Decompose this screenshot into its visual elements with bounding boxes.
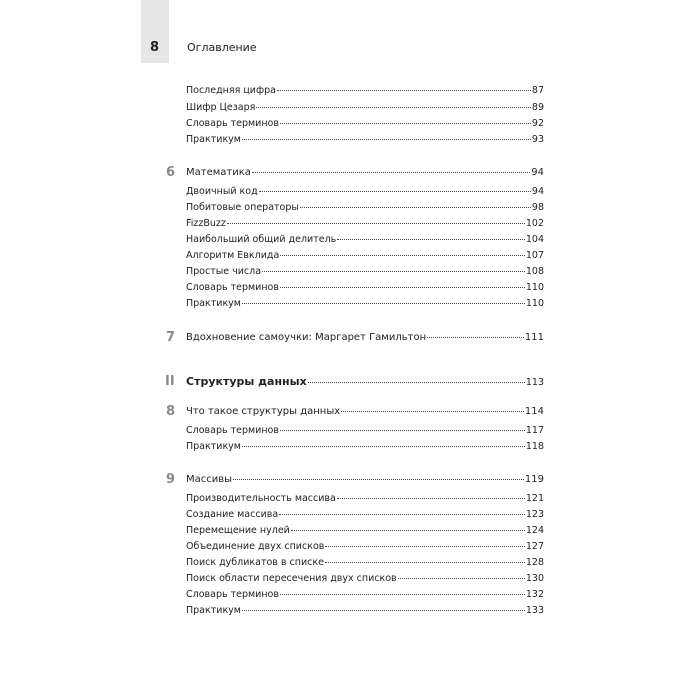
dot-leader bbox=[227, 223, 525, 224]
toc-entry-page: 108 bbox=[525, 266, 544, 277]
toc-entry-title: Побитовые операторы bbox=[186, 202, 299, 213]
toc-entry-page: 89 bbox=[531, 102, 544, 113]
dot-leader bbox=[242, 446, 525, 447]
dot-leader bbox=[300, 207, 531, 208]
dot-leader bbox=[242, 139, 531, 140]
toc-entry-title: Объединение двух списков bbox=[186, 541, 325, 552]
toc-entry-page: 121 bbox=[525, 493, 544, 504]
toc-entry bbox=[186, 492, 544, 506]
toc-part-page: 113 bbox=[525, 377, 544, 388]
toc-part-title: Структуры данных bbox=[186, 375, 307, 388]
dot-leader bbox=[325, 546, 525, 547]
toc-entry bbox=[186, 440, 544, 454]
toc-entry-title: Алгоритм Евклида bbox=[186, 250, 280, 261]
toc-entry-page: 127 bbox=[525, 541, 544, 552]
chapter-number: 6 bbox=[166, 165, 176, 180]
toc-entry-title: Двоичный код bbox=[186, 186, 258, 197]
dot-leader bbox=[242, 303, 525, 304]
toc-entry-page: 94 bbox=[531, 186, 544, 197]
dot-leader bbox=[291, 530, 525, 531]
toc-chapter-page: 119 bbox=[524, 474, 544, 485]
toc-entry-page: 102 bbox=[525, 218, 544, 229]
toc-entry bbox=[186, 281, 544, 295]
dot-leader bbox=[398, 578, 525, 579]
toc-entry-page: 117 bbox=[525, 425, 544, 436]
toc-entry bbox=[186, 84, 544, 98]
chapter-number: 9 bbox=[166, 472, 176, 487]
toc-entry-page: 132 bbox=[525, 589, 544, 600]
toc-entry-page: 110 bbox=[525, 298, 544, 309]
dot-leader bbox=[256, 107, 531, 108]
toc-entry-title: Словарь терминов bbox=[186, 425, 279, 436]
toc-entry-title: Перемещение нулей bbox=[186, 525, 290, 536]
toc-chapter-page: 111 bbox=[524, 332, 544, 343]
toc-entry bbox=[186, 556, 544, 570]
toc-entry-title: Последняя цифра bbox=[186, 85, 276, 96]
toc-entry-title: Словарь терминов bbox=[186, 118, 279, 129]
dot-leader bbox=[259, 191, 531, 192]
toc-entry bbox=[186, 508, 544, 522]
toc-entry-page: 104 bbox=[525, 234, 544, 245]
toc-entry-title: Простые числа bbox=[186, 266, 262, 277]
toc-entry-title: Производительность массива bbox=[186, 493, 336, 504]
page-number: 8 bbox=[150, 40, 160, 55]
toc-entry-page: 93 bbox=[531, 134, 544, 145]
dot-leader bbox=[280, 287, 525, 288]
running-title: Оглавление bbox=[187, 41, 257, 54]
toc-chapter-title: Массивы bbox=[186, 474, 233, 485]
chapter-number: 8 bbox=[166, 404, 176, 419]
toc-entry-page: 98 bbox=[531, 202, 544, 213]
toc-entry-title: Словарь терминов bbox=[186, 282, 279, 293]
toc-chapter bbox=[186, 166, 544, 180]
toc-entry bbox=[186, 117, 544, 131]
toc-entry bbox=[186, 101, 544, 115]
part-number: II bbox=[165, 374, 175, 389]
toc-chapter-page: 114 bbox=[524, 406, 544, 417]
dot-leader bbox=[262, 271, 525, 272]
toc-entry bbox=[186, 233, 544, 247]
toc-part bbox=[186, 375, 544, 390]
dot-leader bbox=[341, 411, 524, 412]
toc-entry bbox=[186, 572, 544, 586]
dot-leader bbox=[325, 562, 525, 563]
toc-entry bbox=[186, 201, 544, 215]
dot-leader bbox=[280, 594, 525, 595]
toc-entry bbox=[186, 217, 544, 231]
toc-entry-page: 124 bbox=[525, 525, 544, 536]
toc-entry bbox=[186, 588, 544, 602]
toc-chapter-title: Что такое структуры данных bbox=[186, 406, 341, 417]
toc-entry-page: 92 bbox=[531, 118, 544, 129]
toc-entry-page: 123 bbox=[525, 509, 544, 520]
toc-chapter bbox=[186, 331, 544, 345]
dot-leader bbox=[427, 337, 524, 338]
toc-entry-page: 128 bbox=[525, 557, 544, 568]
toc-entry-page: 133 bbox=[525, 605, 544, 616]
toc-entry bbox=[186, 524, 544, 538]
toc-entry-title: Практикум bbox=[186, 441, 241, 452]
toc-entry-title: Поиск дубликатов в списке bbox=[186, 557, 324, 568]
toc-entry-title: Создание массива bbox=[186, 509, 279, 520]
toc-entry bbox=[186, 540, 544, 554]
toc-entry bbox=[186, 297, 544, 311]
toc-entry-title: Практикум bbox=[186, 605, 241, 616]
toc-entry-title: Поиск области пересечения двух списков bbox=[186, 573, 397, 584]
dot-leader bbox=[280, 255, 525, 256]
toc-entry-title: Шифр Цезаря bbox=[186, 102, 256, 113]
toc-entry-page: 107 bbox=[525, 250, 544, 261]
toc-chapter-page: 94 bbox=[531, 167, 544, 178]
toc-entry-title: Наибольший общий делитель bbox=[186, 234, 337, 245]
dot-leader bbox=[337, 498, 525, 499]
toc-entry-title: Словарь терминов bbox=[186, 589, 279, 600]
toc-entry-title: Практикум bbox=[186, 134, 241, 145]
dot-leader bbox=[233, 479, 524, 480]
toc-entry-title: FizzBuzz bbox=[186, 218, 226, 229]
toc-chapter bbox=[186, 405, 544, 419]
toc-entry-page: 110 bbox=[525, 282, 544, 293]
toc-entry bbox=[186, 133, 544, 147]
dot-leader bbox=[308, 382, 525, 383]
chapter-number: 7 bbox=[166, 330, 176, 345]
dot-leader bbox=[280, 430, 525, 431]
toc-entry-page: 130 bbox=[525, 573, 544, 584]
toc-entry-title: Практикум bbox=[186, 298, 241, 309]
dot-leader bbox=[279, 514, 525, 515]
dot-leader bbox=[252, 172, 530, 173]
toc-entry bbox=[186, 424, 544, 438]
toc-entry bbox=[186, 265, 544, 279]
toc-chapter bbox=[186, 473, 544, 487]
toc-entry bbox=[186, 604, 544, 618]
dot-leader bbox=[277, 90, 531, 91]
toc-chapter-title: Вдохновение самоучки: Маргарет Гамильтон bbox=[186, 332, 427, 343]
toc-entry bbox=[186, 249, 544, 263]
dot-leader bbox=[280, 123, 531, 124]
dot-leader bbox=[337, 239, 525, 240]
toc-entry-page: 87 bbox=[531, 85, 544, 96]
dot-leader bbox=[242, 610, 525, 611]
toc-entry-page: 118 bbox=[525, 441, 544, 452]
toc-entry bbox=[186, 185, 544, 199]
toc-chapter-title: Математика bbox=[186, 167, 251, 178]
